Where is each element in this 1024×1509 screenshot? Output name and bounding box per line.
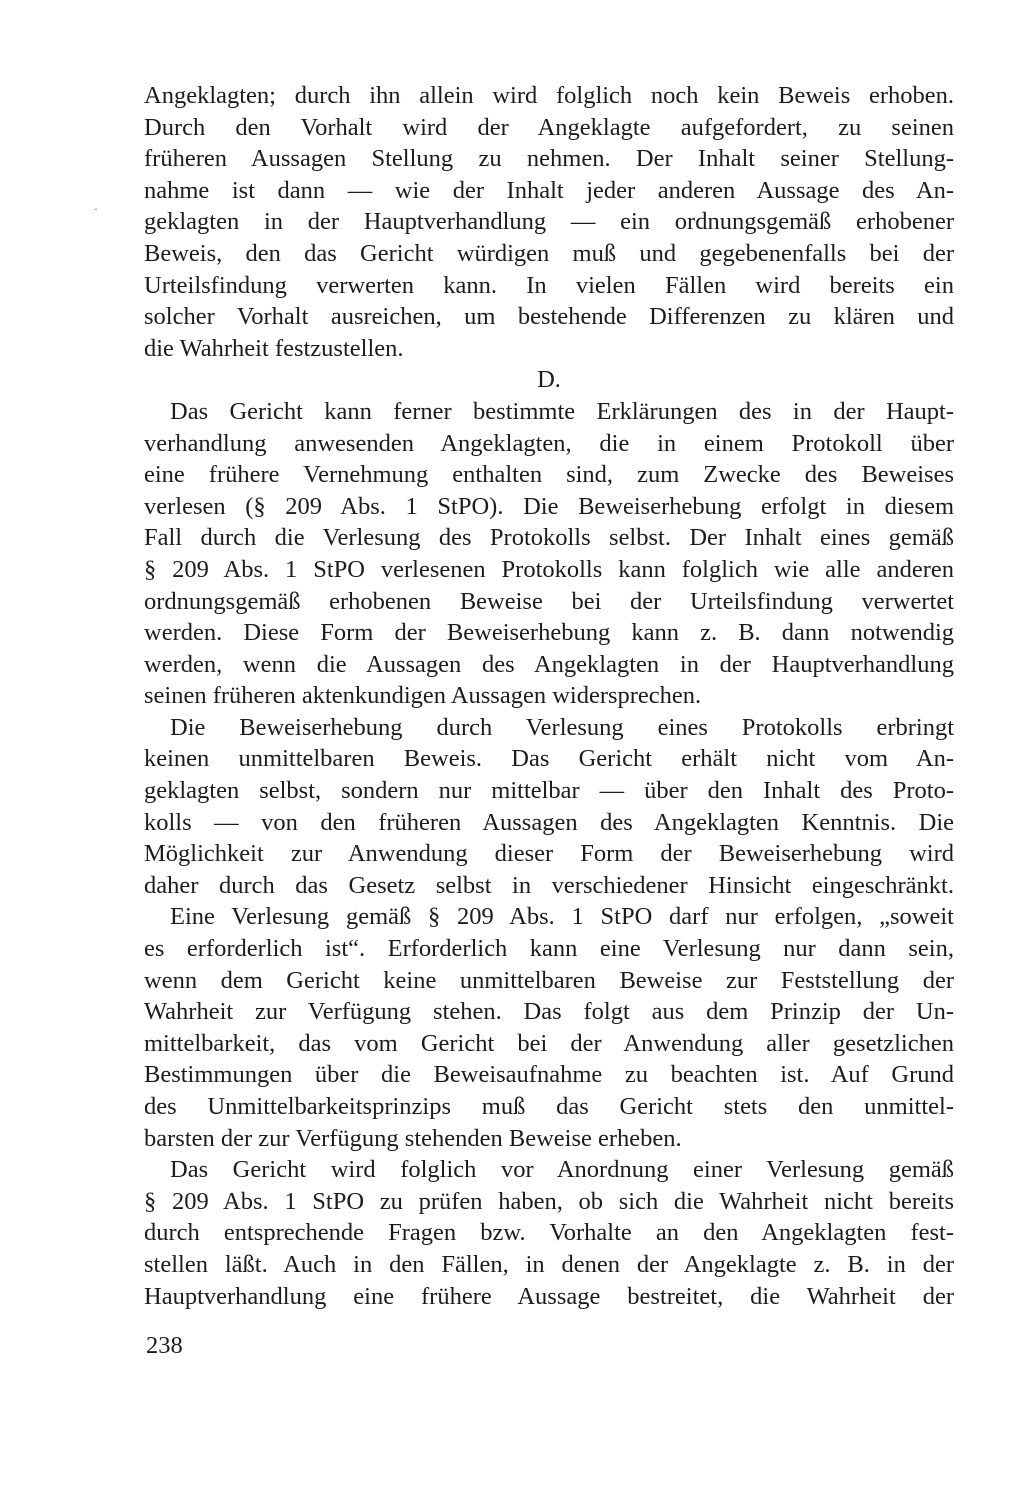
text-line: früheren Aussagen Stellung zu nehmen. Der Inhalt seiner Stellung- [144,145,954,173]
body-text [144,80,954,1312]
text-line: nahme ist dann — wie der Inhalt jeder anderen Aussage des An- [144,176,954,204]
text-line: Das Gericht kann ferner bestimmte Erklärungen des in der Haupt- [170,397,954,425]
text-line: barsten der zur Verfügung stehenden Beweise erheben. [144,1124,682,1152]
text-line: Angeklagten; durch ihn allein wird folglich noch kein Beweis erhoben. [144,82,954,109]
text-line: geklagten selbst, sondern nur mittelbar — über den Inhalt des Proto- [144,777,954,805]
text-line: werden, wenn die Aussagen des Angeklagten in der Hauptverhandlung [144,650,954,678]
text-line: durch entsprechende Fragen bzw. Vorhalte an den Angeklagten fest- [144,1219,954,1247]
text-line: daher durch das Gesetz selbst in verschiedener Hinsicht eingeschränkt. [144,871,954,899]
text-line: Eine Verlesung gemäß § 209 Abs. 1 StPO darf nur erfolgen, „soweit [170,903,954,931]
text-line: wenn dem Gericht keine unmittelbaren Beweise zur Feststellung der [144,966,954,994]
text-line: Durch den Vorhalt wird der Angeklagte aufgefordert, zu seinen [144,113,954,141]
text-line: eine frühere Vernehmung enthalten sind, zum Zwecke des Beweises [144,461,954,489]
text-line: Wahrheit zur Verfügung stehen. Das folgt aus dem Prinzip der Un- [144,998,954,1026]
text-line: Möglichkeit zur Anwendung dieser Form der Beweiserhebung wird [144,840,954,868]
text-line: stellen läßt. Auch in den Fällen, in denen der Angeklagte z. B. in der [144,1250,954,1278]
text-line: die Wahrheit festzustellen. [144,334,404,362]
text-line: ordnungsgemäß erhobenen Beweise bei der Urteilsfindung verwertet [144,587,954,615]
text-line: Fall durch die Verlesung des Protokolls selbst. Der Inhalt eines gemäß [144,524,954,552]
text-line: es erforderlich ist“. Erforderlich kann eine Verlesung nur dann sein, [144,935,954,963]
text-line: seinen früheren aktenkundigen Aussagen widersprechen. [144,682,702,710]
section-heading: D. [537,366,561,394]
text-line: werden. Diese Form der Beweiserhebung kann z. B. dann notwendig [144,619,954,647]
text-line: kolls — von den früheren Aussagen des Angeklagten Kenntnis. Die [144,808,954,836]
text-line: solcher Vorhalt ausreichen, um bestehende Differenzen zu klären und [144,303,954,331]
text-line: Urteilsfindung verwerten kann. In vielen Fällen wird bereits ein [144,271,954,299]
text-line: keinen unmittelbaren Beweis. Das Gericht erhält nicht vom An- [144,745,954,773]
text-line: mittelbarkeit, das vom Gericht bei der Anwendung aller gesetzlichen [144,1029,954,1057]
margin-speck: ˇ [94,208,98,219]
text-line: Bestimmungen über die Beweisaufnahme zu beachten ist. Auf Grund [144,1061,954,1089]
text-line: Das Gericht wird folglich vor Anordnung einer Verlesung gemäß [170,1156,954,1184]
text-line: Die Beweiserhebung durch Verlesung eines Protokolls erbringt [170,713,954,741]
text-line: Hauptverhandlung eine frühere Aussage bestreitet, die Wahrheit der [144,1282,954,1310]
text-line: des Unmittelbarkeitsprinzips muß das Gericht stets den unmittel- [144,1093,954,1120]
text-line: § 209 Abs. 1 StPO verlesenen Protokolls kann folglich wie alle anderen [144,555,954,583]
page-number: 238 [146,1332,183,1359]
text-line: verlesen (§ 209 Abs. 1 StPO). Die Beweiserhebung erfolgt in diesem [144,492,954,520]
text-line: verhandlung anwesenden Angeklagten, die in einem Protokoll über [144,429,954,457]
text-line: § 209 Abs. 1 StPO zu prüfen haben, ob sich die Wahrheit nicht bereits [144,1187,954,1215]
text-line: Beweis, den das Gericht würdigen muß und gegebenenfalls bei der [144,239,954,267]
text-line: geklagten in der Hauptverhandlung — ein ordnungsgemäß erhobener [144,208,954,236]
